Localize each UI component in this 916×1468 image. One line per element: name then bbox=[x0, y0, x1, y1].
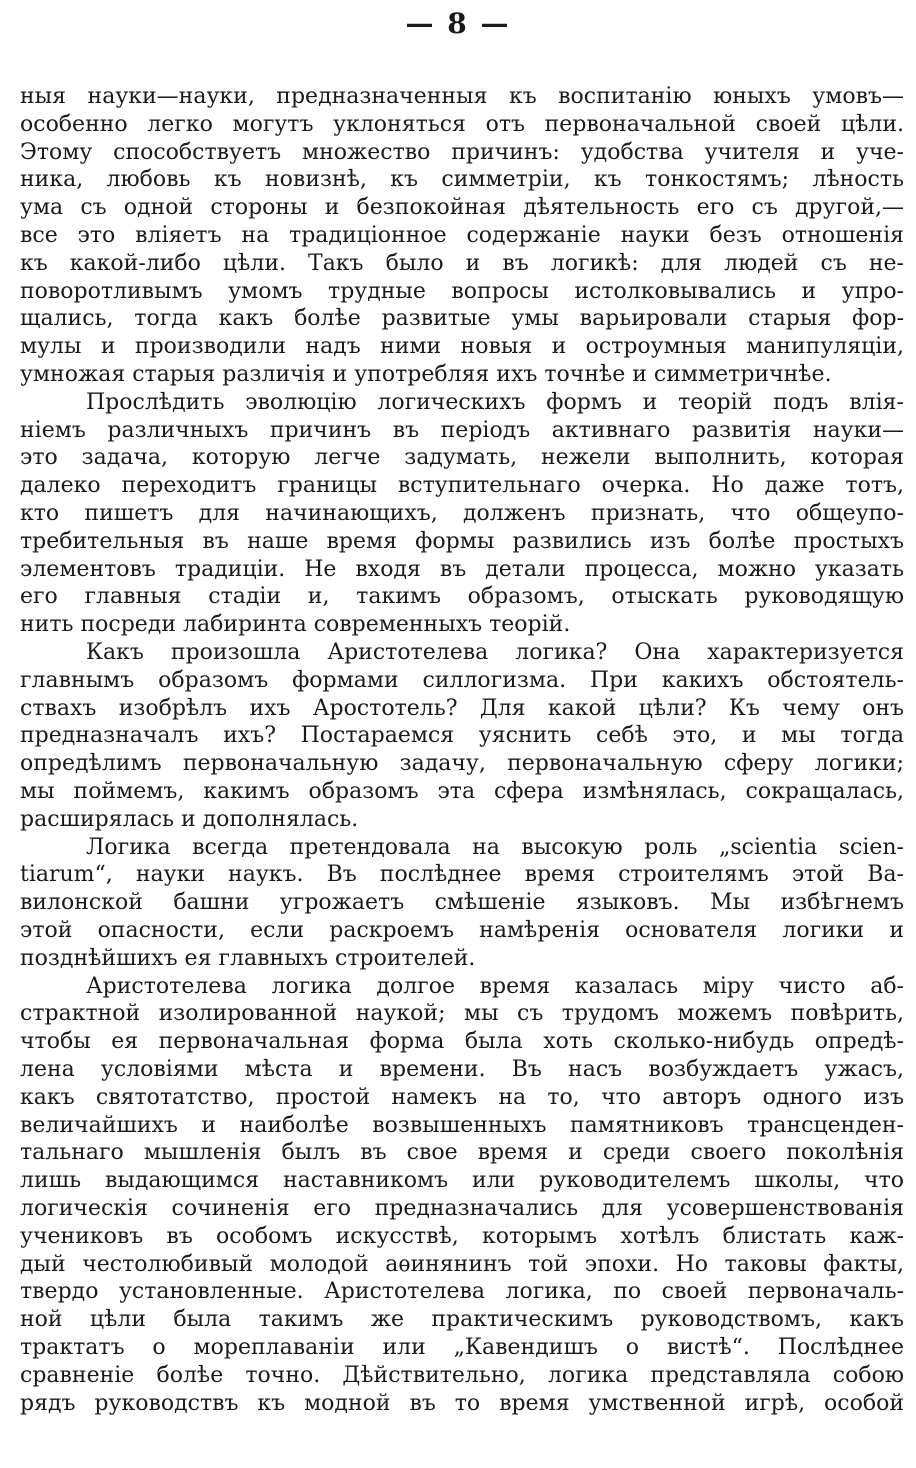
text-line: лишь выдающимся наставникомъ или руководителемъ школы, что bbox=[20, 1168, 904, 1194]
text-line: ніемъ различныхъ причинъ въ періодъ активнаго развитія науки— bbox=[20, 417, 904, 443]
text-line: tiarum“, науки наукъ. Въ послѣднее время строителямъ этой Ва- bbox=[20, 862, 904, 888]
text-line: умножая старыя различія и употребляя ихъ точнѣе и симметричнѣе. bbox=[20, 362, 832, 387]
text-line: къ какой-либо цѣли. Такъ было и въ логикѣ: для людей съ не- bbox=[20, 250, 904, 276]
text-line: предназначалъ ихъ? Постараемся уяснить себѣ это, и мы тогда bbox=[20, 723, 904, 749]
text-line: требительныя въ наше время формы развились изъ болѣе простыхъ bbox=[20, 528, 904, 554]
text-line: чтобы ея первоначальная форма была хоть сколько-нибудь опредѣ- bbox=[20, 1029, 904, 1055]
text-line: этой опасности, если раскроемъ намѣренія основателя логики и bbox=[20, 918, 904, 943]
text-line: какъ святотатство, простой намекъ на то, что авторъ одного изъ bbox=[20, 1084, 904, 1110]
text-line: лена условіями мѣста и времени. Въ насъ возбуждаетъ ужасъ, bbox=[20, 1057, 904, 1082]
text-line: опредѣлимъ первоначальную задачу, первоначальную сферу логики; bbox=[20, 751, 904, 777]
text-line: рядъ руководствъ къ модной въ то время умственной игрѣ, особой bbox=[20, 1390, 904, 1416]
text-line: трактатъ о мореплаваніи или „Кавендишъ о вистѣ“. Послѣднее bbox=[20, 1335, 904, 1360]
text-line: величайшихъ и наиболѣе возвышенныхъ памятниковъ трансценден- bbox=[20, 1112, 904, 1138]
text-line: учениковъ въ особомъ искусствѣ, которымъ хотѣлъ блистать каж- bbox=[20, 1223, 904, 1249]
text-line: Аристотелева логика долгое время казалась міру чисто аб- bbox=[86, 973, 904, 999]
text-line: поворотливымъ умомъ трудные вопросы истолковывались и упро- bbox=[20, 278, 904, 304]
text-line: ума съ одной стороны и безпокойная дѣятельность его съ другой,— bbox=[20, 195, 904, 221]
text-line: вилонской башни угрожаетъ смѣшеніе языковъ. Мы избѣгнемъ bbox=[20, 890, 904, 916]
text-line: мы поймемъ, какимъ образомъ эта сфера измѣнялась, сокращалась, bbox=[20, 779, 904, 804]
text-line: дый честолюбивый молодой аѳинянинъ той эпохи. Но таковы факты, bbox=[20, 1251, 904, 1277]
text-line: мулы и производили надъ ними новыя и остроумныя манипуляціи, bbox=[20, 334, 904, 360]
text-line: его главныя стадіи и, такимъ образомъ, отыскать руководящую bbox=[20, 584, 904, 610]
text-line: это задача, которую легче задумать, нежели выполнить, которая bbox=[20, 445, 904, 471]
text-line: Логика всегда претендовала на высокую роль „scientia scien- bbox=[86, 834, 904, 860]
text-line: все это вліяетъ на традиціонное содержаніе науки безъ отношенія bbox=[20, 223, 904, 248]
text-line: Какъ произошла Аристотелева логика? Она характеризуется bbox=[86, 640, 904, 665]
text-line: ной цѣли была такимъ же практическимъ руководствомъ, какъ bbox=[20, 1307, 904, 1333]
text-line: нить посреди лабиринта современныхъ теорій. bbox=[20, 612, 571, 638]
text-line: ника, любовь къ новизнѣ, къ симметріи, къ тонкостямъ; лѣность bbox=[20, 167, 904, 193]
page-number: — 8 — bbox=[405, 7, 511, 40]
text-line: ствахъ изобрѣлъ ихъ Аростотель? Для какой цѣли? Къ чему онъ bbox=[20, 695, 904, 721]
text-line: логическія сочиненія его предназначались для усовершенствованія bbox=[20, 1196, 904, 1221]
text-line: элементовъ традиціи. Не входя въ детали процесса, можно указать bbox=[20, 556, 904, 582]
text-line: Этому способствуетъ множество причинъ: удобства учителя и уче- bbox=[20, 139, 904, 165]
text-line: позднѣйшихъ ея главныхъ строителей. bbox=[20, 945, 476, 971]
text-line: сравненіе болѣе точно. Дѣйствительно, логика представляла собою bbox=[20, 1362, 904, 1388]
text-line: страктной изолированной наукой; мы съ трудомъ можемъ повѣрить, bbox=[20, 1001, 904, 1027]
text-line: расширялась и дополнялась. bbox=[20, 806, 359, 832]
text-line: тальнаго мышленія былъ въ свое время и среди своего поколѣнія bbox=[20, 1140, 904, 1166]
text-line: твердо установленные. Аристотелева логика, по своей первоначаль- bbox=[20, 1279, 904, 1305]
text-line: далеко переходитъ границы вступительнаго очерка. Но даже тотъ, bbox=[20, 473, 904, 499]
text-line: главнымъ образомъ формами силлогизма. При какихъ обстоятель- bbox=[20, 667, 904, 693]
text-line: особенно легко могутъ уклоняться отъ первоначальной своей цѣли. bbox=[20, 111, 904, 137]
text-line: щались, тогда какъ болѣе развитые умы варьировали старыя фор- bbox=[20, 306, 904, 332]
text-line: ныя науки—науки, предназначенныя къ воспитанію юныхъ умовъ— bbox=[20, 84, 904, 109]
text-line: кто пишетъ для начинающихъ, долженъ признать, что общеупо- bbox=[20, 501, 904, 526]
text-line: Прослѣдить эволюцію логическихъ формъ и теорій подъ влія- bbox=[86, 389, 904, 415]
